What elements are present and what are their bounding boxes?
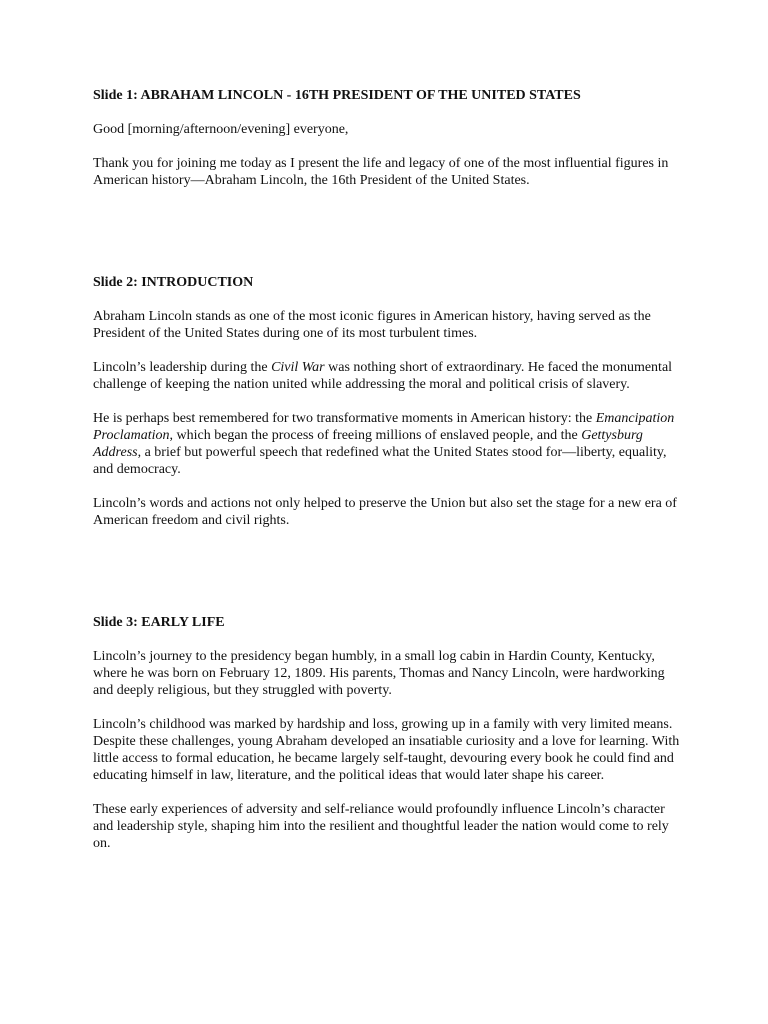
intro-thanks-paragraph: Thank you for joining me today as I present the life and legacy of one of the most influential figures in American history—Abraham Lincoln, the 16th President of the United States. [93, 156, 669, 188]
section-spacer [93, 206, 683, 274]
slide-3-heading: Slide 3: EARLY LIFE [93, 615, 225, 630]
civil-war-emphasis: Civil War [271, 360, 325, 375]
slide-1-section [93, 87, 683, 189]
document-body [93, 87, 683, 869]
early-life-paragraph-1: Lincoln’s journey to the presidency began humbly, in a small log cabin in Hardin County, Kentucky, where he was born on February 12, 1809. His parents, Thomas and Nancy Lincoln, were hardworking and deeply religious, but they struggled with poverty. [93, 649, 665, 698]
early-life-paragraph-2: Lincoln’s childhood was marked by hardship and loss, growing up in a family with very limited means. Despite these challenges, young Abraham developed an insatiable curiosity and a love for learning. With little access to formal education, he became largely self-taught, devouring every book he could find and educating himself in law, literature, and the political ideas that would later shape his career. [93, 717, 680, 783]
section-spacer [93, 546, 683, 614]
early-life-paragraph-3: These early experiences of adversity and self-reliance would profoundly influence Lincoln’s character and leadership style, shaping him into the resilient and thoughtful leader the nation would come to rely on. [93, 802, 669, 851]
text-run: He is perhaps best remembered for two transformative moments in American history: the [93, 411, 596, 426]
introduction-paragraph-1: Abraham Lincoln stands as one of the most iconic figures in American history, having served as the President of the United States during one of its most turbulent times. [93, 309, 651, 341]
emancipation-proclamation-emphasis: Emancipation Proclamation [93, 411, 675, 443]
introduction-paragraph-2 [93, 359, 683, 393]
slide-2-heading: Slide 2: INTRODUCTION [93, 275, 254, 290]
text-run: , which began the process of freeing millions of enslaved people, and the [169, 428, 582, 443]
introduction-paragraph-3 [93, 410, 683, 478]
slide-1-heading: Slide 1: ABRAHAM LINCOLN - 16TH PRESIDENT OF THE UNITED STATES [93, 88, 581, 103]
slide-3-section [93, 614, 683, 852]
text-run: , a brief but powerful speech that redefined what the United States stood for—liberty, equality, and democracy. [93, 445, 667, 477]
introduction-paragraph-4: Lincoln’s words and actions not only helped to preserve the Union but also set the stage for a new era of American freedom and civil rights. [93, 496, 677, 528]
greeting-paragraph: Good [morning/afternoon/evening] everyone, [93, 122, 349, 137]
text-run: was nothing short of extraordinary. He faced the monumental challenge of keeping the nation united while addressing the moral and political crisis of slavery. [93, 360, 673, 392]
gettysburg-address-emphasis: Gettysburg Address [93, 428, 643, 460]
text-run: Lincoln’s leadership during the [93, 360, 272, 375]
slide-2-section [93, 274, 683, 529]
